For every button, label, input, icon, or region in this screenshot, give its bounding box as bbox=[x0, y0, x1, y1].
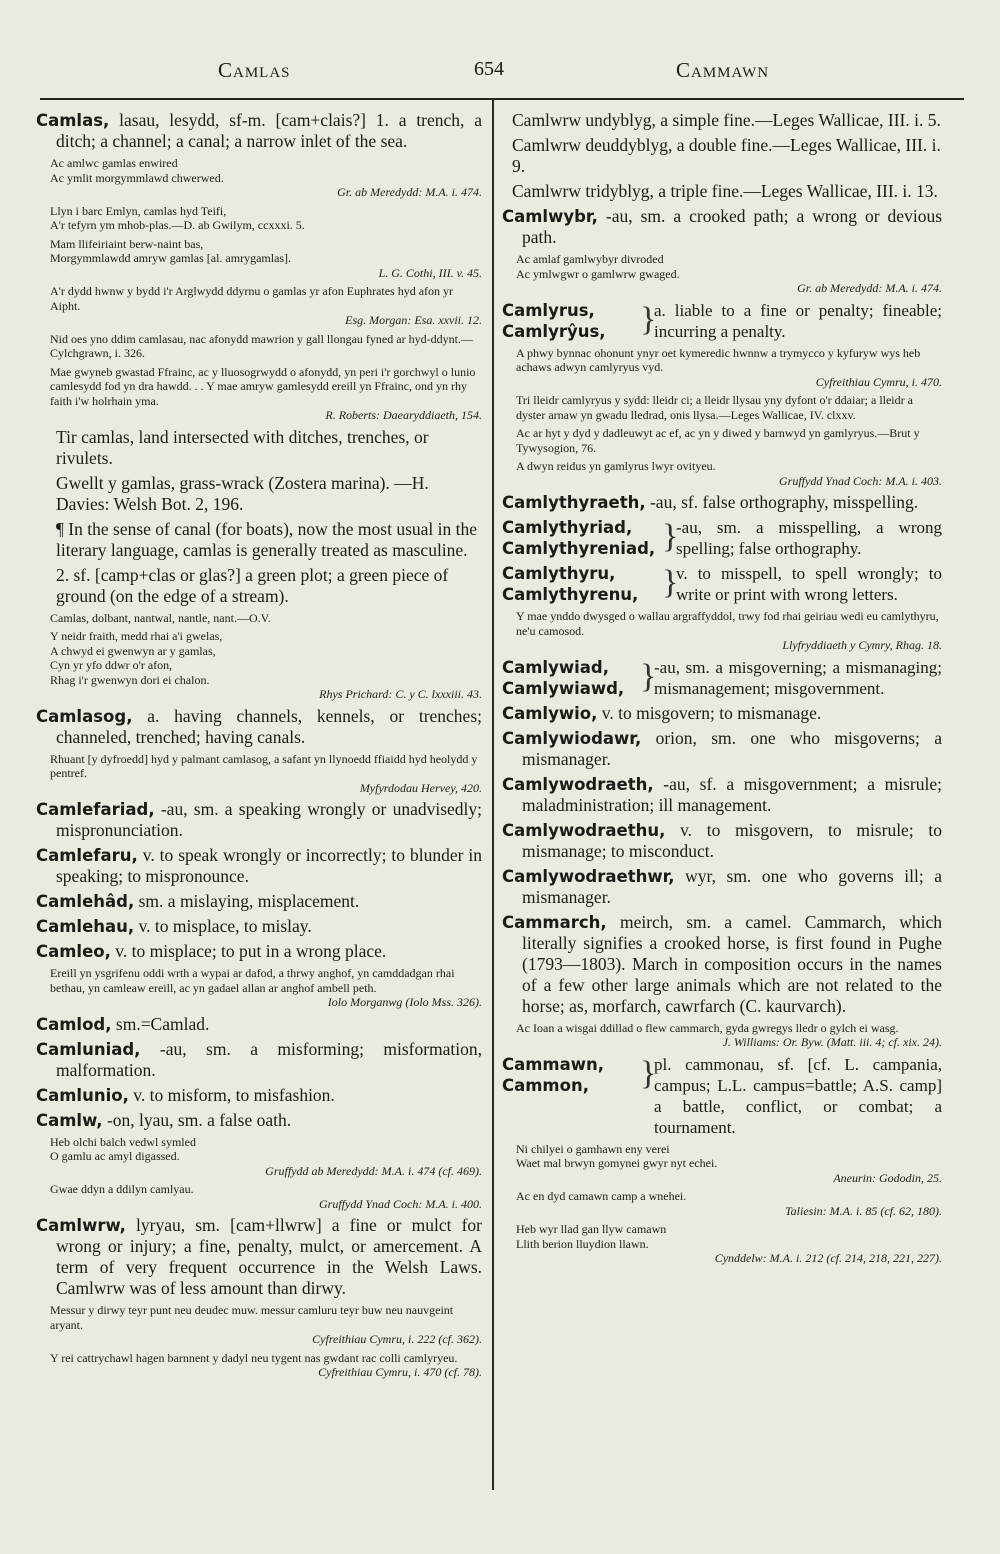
subentry-camlwrw-deuddyblyg: Camlwrw deuddyblyg, a double fine.—Leges Wallicae, III. i. 9. bbox=[512, 135, 941, 176]
brace-glyph: } bbox=[662, 518, 679, 555]
entry-camlw: Camlw, -on, lyau, sm. a false oath. bbox=[36, 1109, 292, 1130]
entry-camlwrw: Camlwrw, lyryau, sm. [cam+llwrw] a fine or mulct for wrong or injury; a fine, penalty, mulct, or amercement. A term of very frequent occurrence in the Welsh Laws. Camlwrw was of less amount than dirwy. bbox=[36, 1215, 482, 1298]
quotation: Heb wyr llad gan llyw camawn Llith berion lluydion llawn. Cynddelw: M.A. i. 212 (cf. 214, 218, 221, 227). bbox=[516, 1222, 942, 1265]
entry-camlehau: Camlehau, v. to misplace, to mislay. bbox=[36, 916, 312, 936]
brace-glyph: } bbox=[640, 300, 657, 338]
quotation: A phwy bynnac ohonunt ynyr oet kymeredic hwnnw a trymycco y kyfuryw wys heb achaws adwyn camlyryus vyd. Cyfreithiau Cymru, i. 470. bbox=[516, 345, 942, 389]
header-rule bbox=[40, 98, 964, 100]
right-column bbox=[502, 110, 942, 1270]
usage-note: ¶ In the sense of canal (for boats), now the most usual in the literary language, camlas is generally treated as masculine. bbox=[56, 518, 478, 560]
entry-camluniad: Camluniad, -au, sm. a misforming; misformation, malformation. bbox=[36, 1038, 483, 1080]
entry-camlefariad: Camlefariad, -au, sm. a speaking wrongly or unadvisedly; mispronunciation. bbox=[36, 799, 483, 840]
quotation: Y mae ynddo dwysged o wallau argraffyddol, trwy fod rhai geiriau wedi eu camlythyru, ne'u camosod. Llyfryddiaeth y Cymry, Rhag. 18. bbox=[516, 609, 942, 652]
subentry-tir-camlas: Tir camlas, land intersected with ditches, trenches, or rivulets. bbox=[56, 426, 429, 468]
entry-camlasog: Camlasog, a. having channels, kennels, or trenches; channeled, trenched; having canals. bbox=[36, 705, 482, 747]
quotation: Tri lleidr camlyryus y sydd: lleidr ci; a lleidr llysau yny dyfont o'r ddaiar; a lleidr a dyster arnaw yn gwadu lledrad, onis llysa.—Leges Wallicae, IV. clxxv. bbox=[516, 393, 913, 422]
entry-cammarch: Cammarch, meirch, sm. a camel. Cammarch, which literally signifies a crooked horse, is first found in Pughe (1793—1803). March in composition occurs in the names of a few other large animals which are not related to the horse; as, morfarch, cawrfarch (C. kaurvarch). bbox=[502, 911, 942, 1016]
quotation: A'r dydd hwnw y bydd i'r Arglwydd ddyrnu o gamlas yr afon Euphrates hyd afon yr Aipht. Esg. Morgan: Esa. xxvii. 12. bbox=[50, 284, 482, 327]
quotation: Y neidr fraith, medd rhai a'i gwelas, A chwyd ei gwenwyn ar y gamlas, Cyn yr yfo ddwr o'r afon, Rhag i'r gwenwyn dori ei chalon. Rhys Prichard: C. y C. lxxxiii. 43. bbox=[50, 629, 482, 701]
header-left-guide-word: Camlas bbox=[218, 58, 291, 82]
entry-camlunio: Camlunio, v. to misform, to misfashion. bbox=[36, 1084, 335, 1105]
entry-camlythyriad: Camlythyriad, Camlythyreniad, } -au, sm. a misspelling, a wrong spelling; false orthography. bbox=[502, 518, 942, 558]
quotation: Ereill yn ysgrifenu oddi wrth a wypai ar dafod, a thrwy anghof, yn camddadgan rhai bethau, yn camleaw ereill, ac yn gadael allan ar anghof ambell peth. Iolo Morganwg (Iolo Mss. 326). bbox=[50, 966, 482, 1009]
entry-camlwybr: Camlwybr, -au, sm. a crooked path; a wrong or devious path. bbox=[502, 206, 943, 247]
quotation: Camlas, dolbant, nantwal, nantle, nant.—O.V. bbox=[50, 610, 271, 625]
quotation: Messur y dirwy teyr punt neu deudec muw. messur camluru teyr buw neu nauvgeint aryant. Cyfreithiau Cymru, i. 222 (cf. 362). bbox=[50, 1303, 482, 1346]
entry-cammawn: Cammawn, Cammon, } pl. cammonau, sf. [cf. L. campania, campus; L.L. campus=battle; A.S. camp] a battle, conflict, or combat; a tournament. bbox=[502, 1054, 942, 1137]
subentry-gwellt-y-gamlas: Gwellt y gamlas, grass-wrack (Zostera marina). —H. Davies: Welsh Bot. 2, 196. bbox=[56, 472, 429, 514]
quotation: Y rei cattrychawl hagen barnnent y dadyl neu tygent nas gwdant rac colli camlyryeu. Cyfreithiau Cymru, i. 470 (cf. 78). bbox=[50, 1350, 482, 1379]
quotation: Ni chilyei o gamhawn eny verei Waet mal brwyn gomynei gwyr nyt echei. Aneurin: Gododin, 25. bbox=[516, 1141, 942, 1185]
quotation: Mae gwyneb gwastad Ffrainc, ac y lluosogrwydd o afonydd, yn peri i'r gorchwyl o lunio camlesydd fod yn dra hawdd. . . Y mae amryw gamlesydd ereill yn Ffrainc, ond yn rhy faith i'w holrhain yma. R. Roberts: Daearyddiaeth, 154. bbox=[50, 364, 482, 422]
header-right-guide-word: Cammawn bbox=[676, 58, 770, 82]
quotation: Llyn i barc Emlyn, camlas hyd Teifi, A'r tefyrn ym mhob-plas.—D. ab Gwilym, ccxxxi. 5. bbox=[50, 203, 305, 232]
entry-camlythyraeth: Camlythyraeth, -au, sf. false orthography, misspelling. bbox=[502, 492, 919, 512]
quotation: Nid oes yno ddim camlasau, nac afonydd mawrion y gall llongau fyned ar hyd-ddynt.—Cylchgrawn, i. 326. bbox=[50, 331, 473, 360]
entry-camlywodraethu: Camlywodraethu, v. to misgovern, to misrule; to mismanage; to misconduct. bbox=[502, 819, 942, 861]
brace-glyph: } bbox=[662, 564, 679, 601]
quotation: Heb olchi balch vedwl symled O gamlu ac amyl digassed. Gruffydd ab Meredydd: M.A. i. 474 (cf. 469). bbox=[50, 1134, 482, 1178]
left-column bbox=[36, 110, 482, 1384]
subentry-camlwrw-undyblyg: Camlwrw undyblyg, a simple fine.—Leges Wallicae, III. i. 5. bbox=[512, 110, 941, 130]
running-header bbox=[0, 58, 1000, 84]
entry-camlywiodawr: Camlywiodawr, orion, sm. one who misgoverns; a mismanager. bbox=[502, 727, 943, 769]
entry-camlod: Camlod, sm.=Camlad. bbox=[36, 1013, 210, 1034]
entry-camlyrus: Camlyrus, Camlyrŷus, } a. liable to a fine or penalty; fineable; incurring a penalty. bbox=[502, 300, 942, 341]
brace-glyph: } bbox=[640, 1054, 657, 1092]
quotation: Ac amlaf gamlwybyr divroded Ac ymlwgwr o gamlwrw gwaged. Gr. ab Meredydd: M.A. i. 474. bbox=[516, 252, 942, 295]
quotation: Ac Ioan a wisgai ddillad o flew cammarch, gyda gwregys lledr o gylch ei wasg. J. Williams: Or. Byw. (Matt. iii. 4; cf. xix. 24). bbox=[516, 1020, 942, 1049]
entry-camlas: Camlas, lasau, lesydd, sf-m. [cam+clais?] 1. a trench, a ditch; a channel; a canal; a narrow inlet of the sea. bbox=[36, 110, 483, 151]
quotation: Rhuant [y dyfroedd] hyd y palmant camlasog, a safant yn llynoedd ffiaidd hyd heolydd y pentref. Myfyrdodau Hervey, 420. bbox=[50, 751, 482, 795]
column-divider bbox=[492, 100, 494, 1490]
entry-camlywio: Camlywio, v. to misgovern; to mismanage. bbox=[502, 702, 822, 723]
quotation: Ac amlwc gamlas enwired Ac ymlit morgymmlawd chwerwed. Gr. ab Meredydd: M.A. i. 474. bbox=[50, 156, 482, 199]
sense-2: 2. sf. [camp+clas or glas?] a green plot; a green piece of ground (on the edge of a stream). bbox=[56, 564, 449, 606]
entry-camlywiad: Camlywiad, Camlywiawd, } -au, sm. a misgoverning; a mismanaging; mismanagement; misgovernment. bbox=[502, 657, 942, 698]
entry-camlywodraethwr: Camlywodraethwr, wyr, sm. one who governs ill; a mismanager. bbox=[502, 865, 942, 907]
quotation: Ac ar hyt y dyd y dadleuwyt ac ef, ac yn y diwed y barnwyd yn gamlyryus.—Brut y Tywysogion, 76. bbox=[516, 426, 920, 455]
page-number: 654 bbox=[474, 58, 504, 80]
entry-camlythyru: Camlythyru, Camlythyrenu, } v. to misspell, to spell wrongly; to write or print with wrong letters. bbox=[502, 564, 942, 604]
quotation: Ac en dyd camawn camp a wnehei. Taliesin: M.A. i. 85 (cf. 62, 180). bbox=[516, 1189, 942, 1218]
entry-camlefaru: Camlefaru, v. to speak wrongly or incorrectly; to blunder in speaking; to mispronounce. bbox=[36, 845, 483, 886]
quotation: Gwae ddyn a ddilyn camlyau. Gruffydd Ynad Coch: M.A. i. 400. bbox=[50, 1182, 482, 1211]
quotation: A dwyn reidus yn gamlyrus lwyr ovityeu. Gruffydd Ynad Coch: M.A. i. 403. bbox=[516, 459, 942, 488]
entry-camlywodraeth: Camlywodraeth, -au, sf. a misgovernment; a misrule; maladministration; ill management. bbox=[502, 773, 942, 815]
quotation: Mam llifeiriaint berw-naint bas, Morgymmlawdd amryw gamlas [al. amrygamlas]. L. G. Cothi, III. v. 45. bbox=[50, 236, 482, 280]
entry-camleo: Camleo, v. to misplace; to put in a wrong place. bbox=[36, 941, 387, 961]
brace-glyph: } bbox=[640, 657, 657, 695]
entry-camlehad: Camlehâd, sm. a mislaying, misplacement. bbox=[36, 891, 360, 911]
subentry-camlwrw-tridyblyg: Camlwrw tridyblyg, a triple fine.—Leges Wallicae, III. i. 13. bbox=[512, 181, 938, 201]
